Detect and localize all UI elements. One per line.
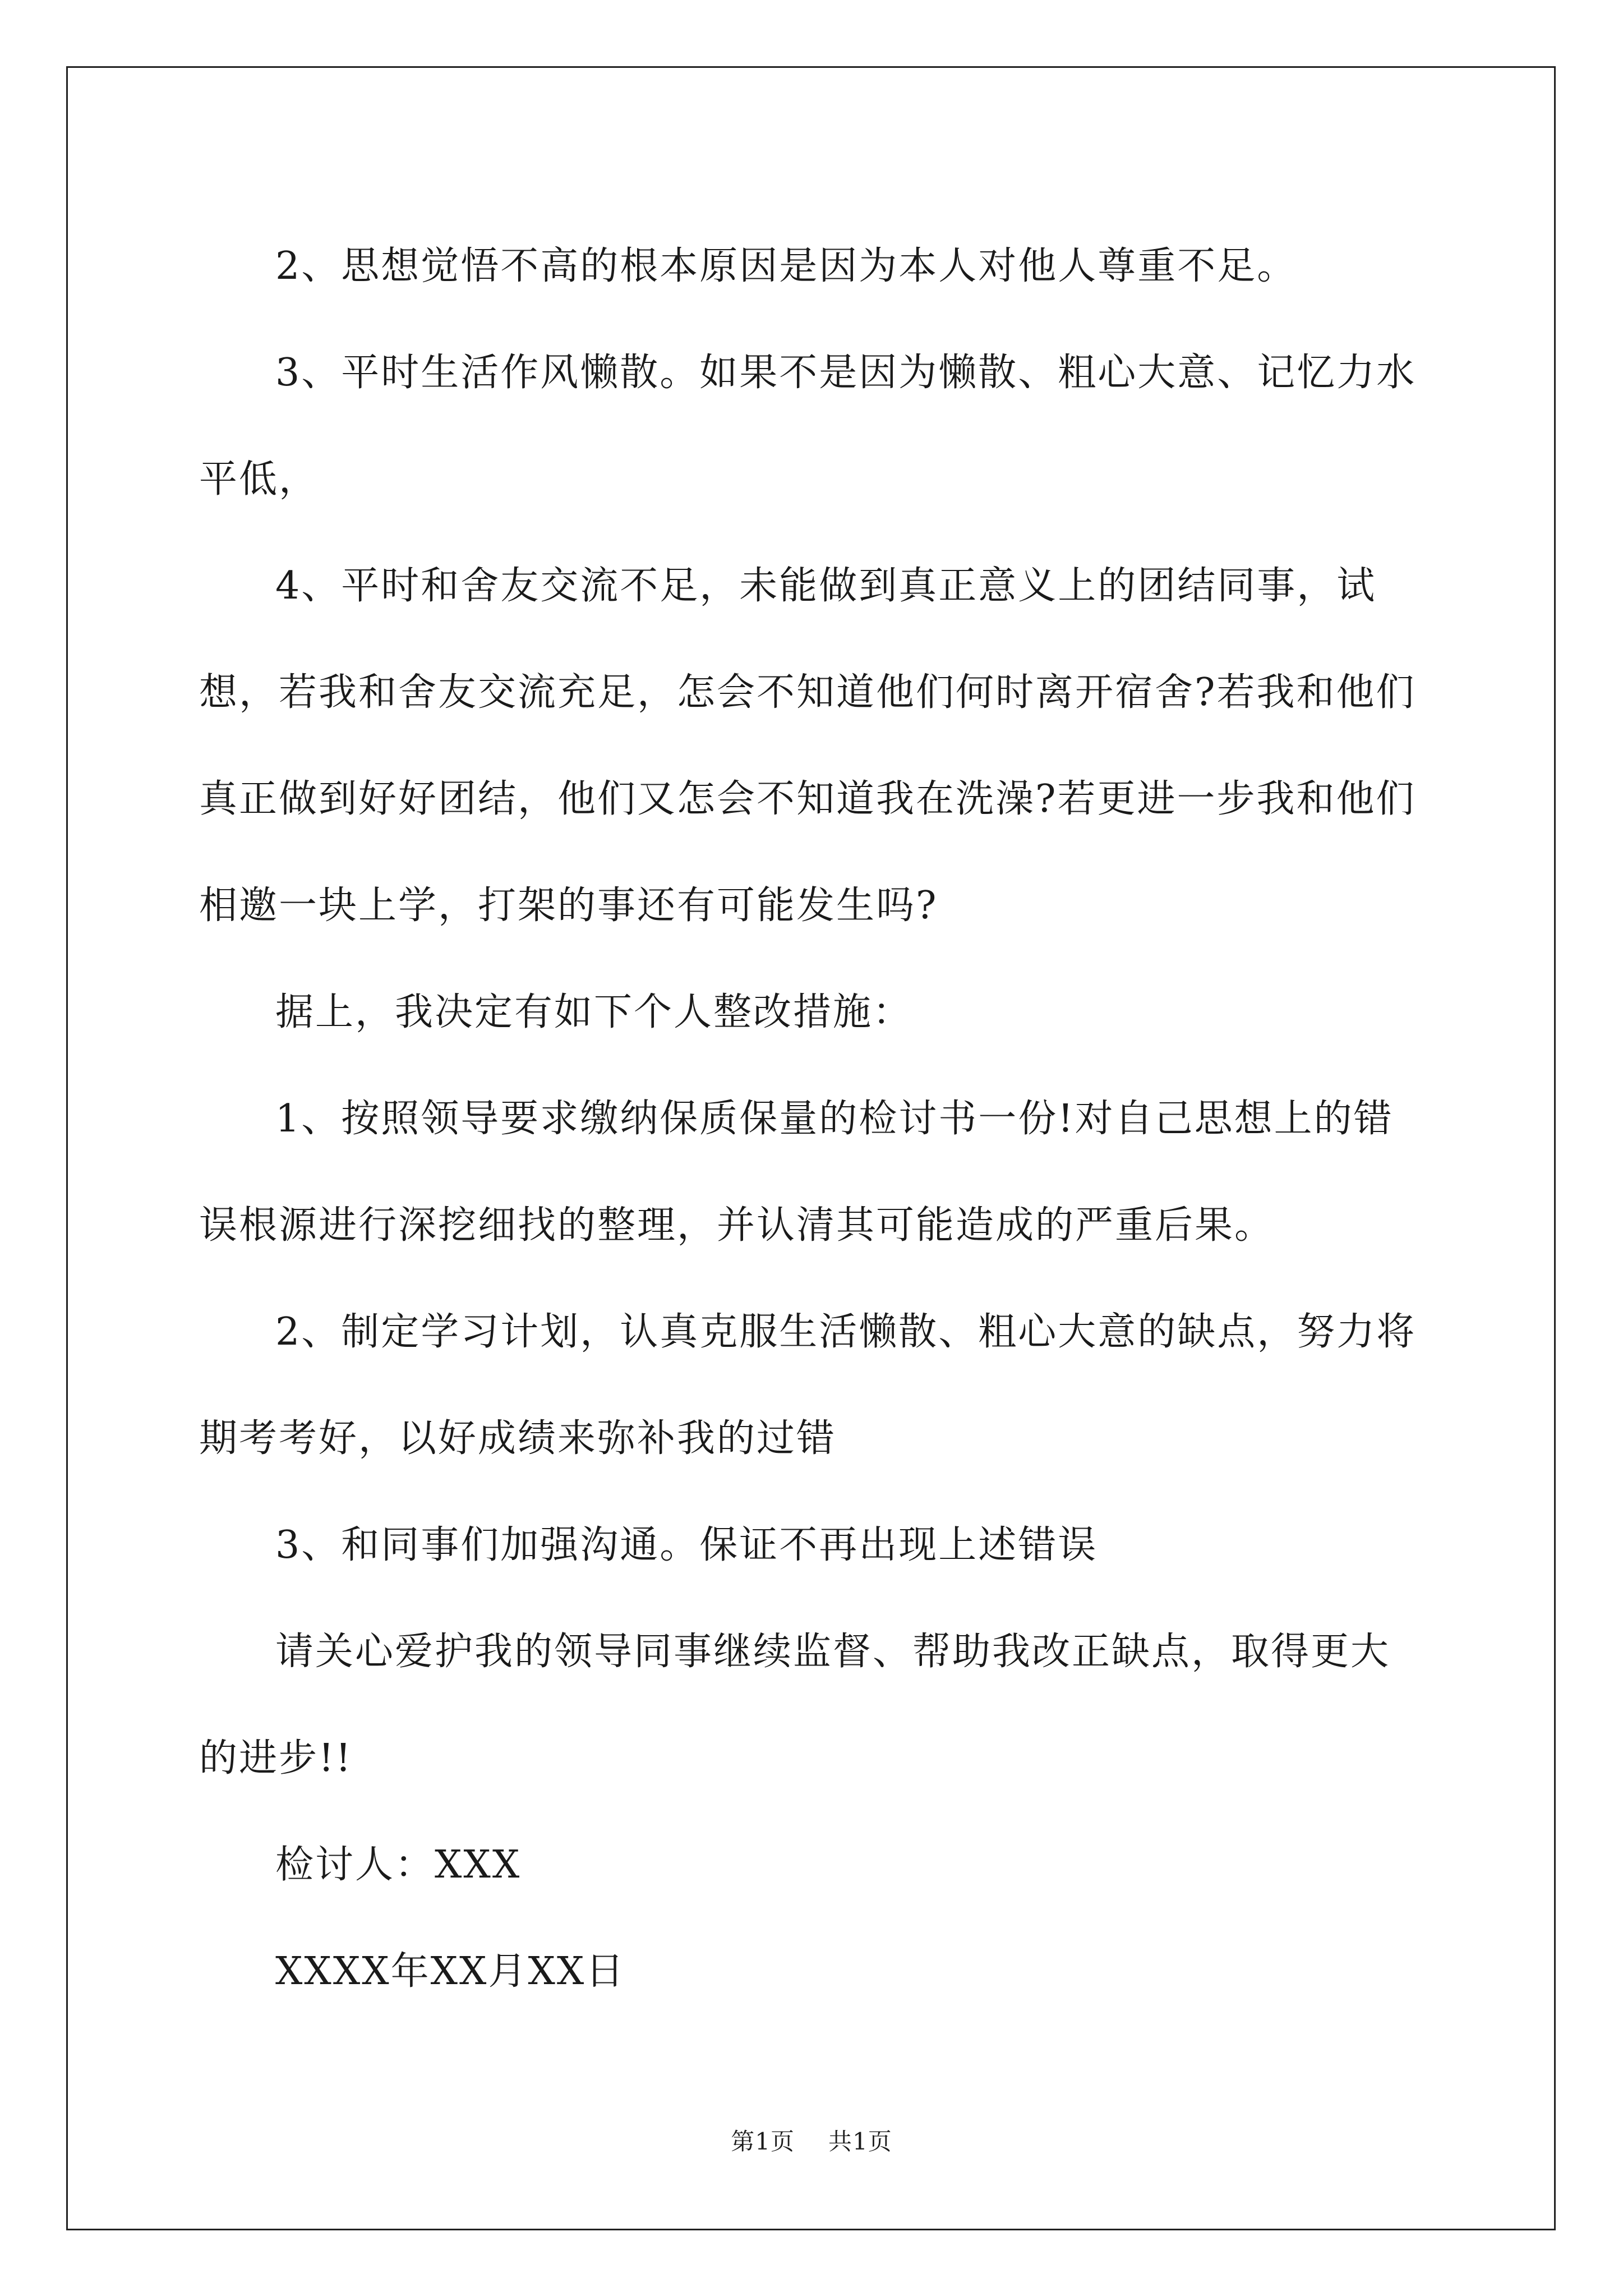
paragraph: 请关心爱护我的领导同事继续监督、帮助我改正缺点，取得更大的进步!! <box>199 1630 1391 1780</box>
paragraph: 3、平时生活作风懒散。如果不是因为懒散、粗心大意、记忆力水平低， <box>199 351 1417 501</box>
paragraph: 2、制定学习计划，认真克服生活懒散、粗心大意的缺点，努力将期考考好，以好成绩来弥补我的过错 <box>199 1310 1417 1461</box>
document-body <box>199 213 1427 2025</box>
date-line: XXXX年XX月XX日 <box>275 1949 626 1994</box>
paragraph: 2、思想觉悟不高的根本原因是因为本人对他人尊重不足。 <box>275 244 1297 288</box>
signature-line: 检讨人：XXX <box>275 1843 522 1887</box>
paragraph: 1、按照领导要求缴纳保质保量的检讨书一份!对自己思想上的错误根源进行深挖细找的整理，并认清其可能造成的严重后果。 <box>199 1097 1394 1248</box>
page-total: 共1页 <box>828 2128 892 2155</box>
paragraph: 4、平时和舍友交流不足，未能做到真正意义上的团结同事，试想，若我和舍友交流充足，怎会不知道他们何时离开宿舍?若我和他们真正做到好好团结，他们又怎会不知道我在洗澡?若更进一步我和他们相邀一块上学，打架的事还有可能发生吗? <box>199 564 1416 928</box>
page-number: 第1页 <box>731 2128 795 2155</box>
paragraph: 3、和同事们加强沟通。保证不再出现上述错误 <box>275 1523 1098 1567</box>
page-footer <box>0 2123 1623 2157</box>
paragraph: 据上，我决定有如下个人整改措施： <box>275 990 913 1034</box>
